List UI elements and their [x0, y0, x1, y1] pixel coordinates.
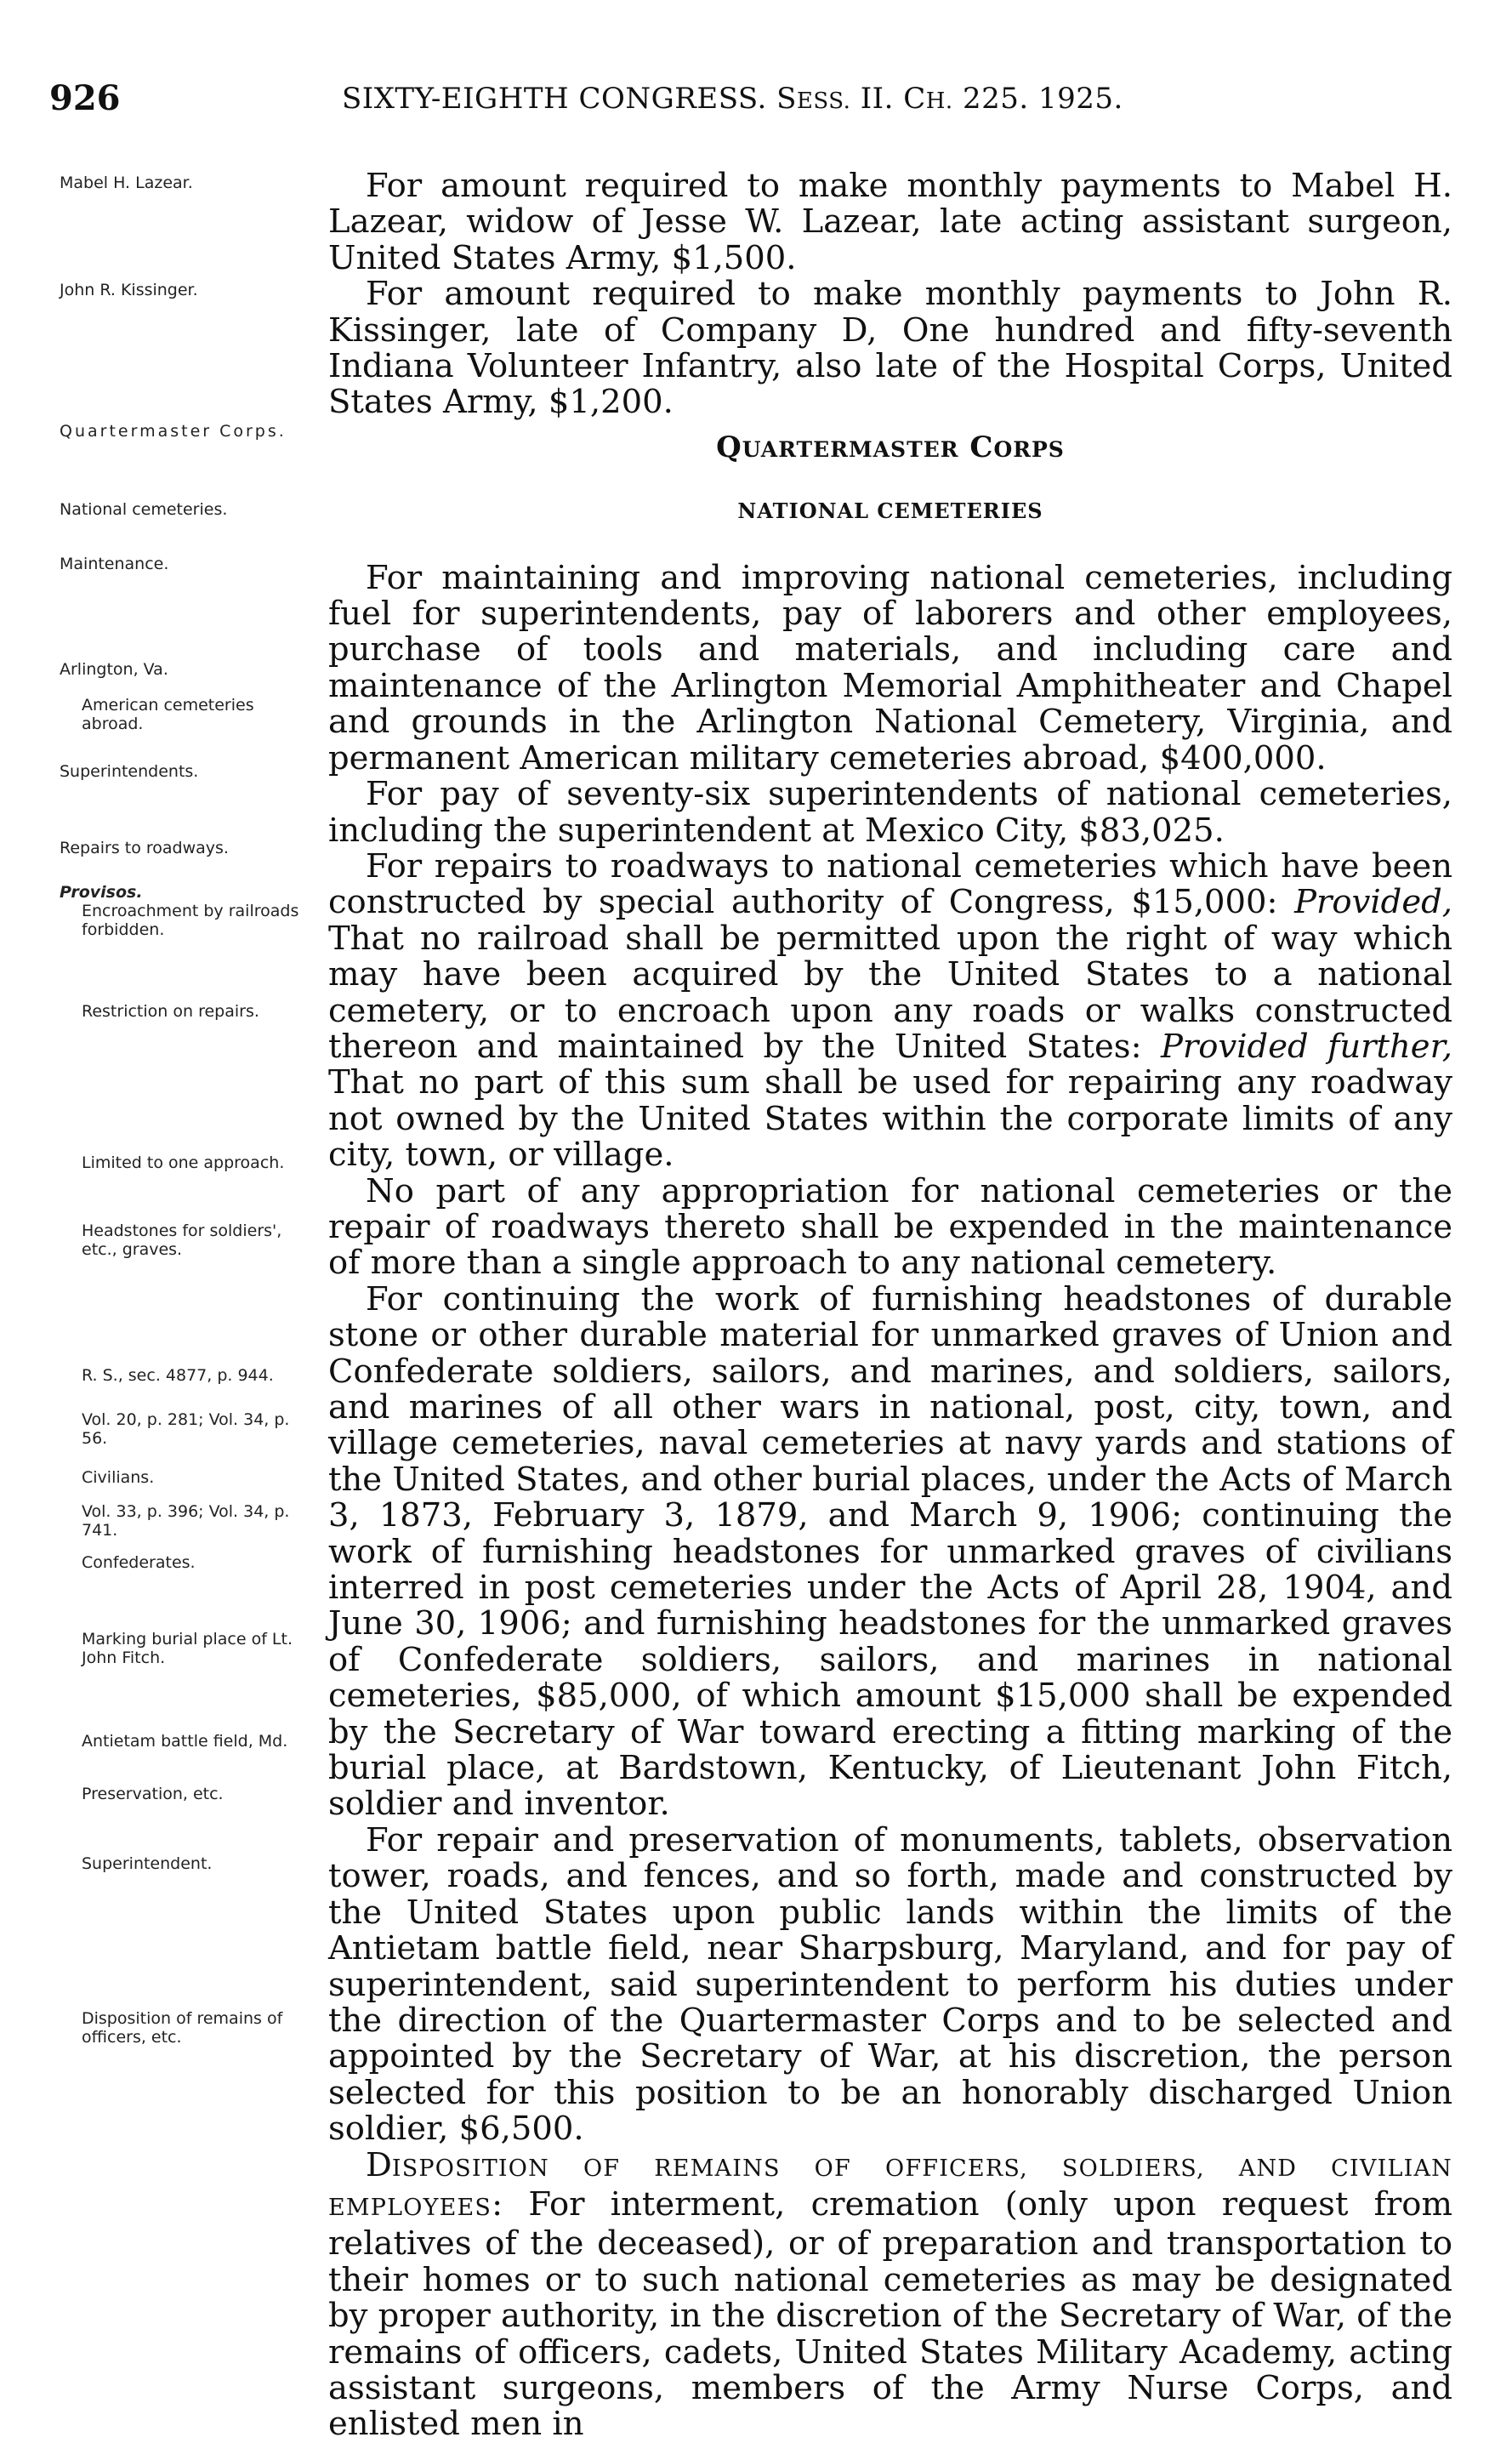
disposition-heading: ISPOSITION OF REMAINS OF OFFICERS, SOLDIERS, AND CIVILIAN EMPLOYEES — [328, 2155, 1452, 2221]
paragraph-superintendents: For pay of seventy-six superintendents of national cemeteries, including the superintendent at Mexico City, $83,025. — [328, 775, 1452, 850]
margin-note: Preservation, etc. — [82, 1785, 224, 1803]
margin-note: Antietam battle field, Md. — [82, 1732, 288, 1751]
margin-note: Confederates. — [82, 1553, 196, 1572]
margin-note: American cemeteries abroad. — [82, 696, 254, 733]
running-head-ch-initial: C — [903, 82, 926, 116]
margin-note: Mabel H. Lazear. — [60, 174, 193, 192]
paragraph-headstones: For continuing the work of furnishing headstones of durable stone or other durable material for unmarked graves of Union and Confederate soldiers, sailors, and marines, and soldiers, sailors, and marines of all other wars in national, post, city, town, and village cemeteries, naval cemeteries at navy yards and stations of the United States, and other burial places, under the Acts of March 3, 1873, February 3, 1879, and March 9, 1906; continuing the work of furnishing headstones for unmarked graves of civilians interred in post cemeteries under the Acts of April 28, 1904, and June 30, 1906; and furnishing headstones for the unmarked graves of Confederate soldiers, sailors, and marines in national cemeteries, $85,000, of which amount $15,000 shall be expended by the Secretary of War toward erecting a fitting marking of the burial place, at Bardstown, Kentucky, of Lieutenant John Fitch, soldier and inventor. — [328, 1279, 1452, 1824]
body-text — [328, 168, 1452, 2443]
margin-note: R. S., sec. 4877, p. 944. — [82, 1366, 274, 1385]
heading-quartermaster-corps: QUARTERMASTER CORPS — [716, 430, 1065, 464]
paragraph-antietam: For repair and preservation of monuments, tablets, observation tower, roads, and fences, and so forth, made and constructed by the United States upon public lands within the limits of the Antietam battle field, near Sharpsburg, Maryland, and for pay of superintendent, said superintendent to perform his duties under the direction of the Quartermaster Corps and to be selected and appointed by the Secretary of War, at his discretion, the person selected for this position to be an honorably discharged Union soldier, $6,500. — [328, 1820, 1452, 2149]
margin-note: Restriction on repairs. — [82, 1002, 259, 1021]
margin-note: Repairs to roadways. — [60, 839, 229, 857]
margin-note: Limited to one approach. — [82, 1153, 285, 1172]
page-header — [49, 78, 1461, 129]
margin-note: Marking burial place of Lt. John Fitch. — [82, 1630, 293, 1667]
running-head — [342, 82, 1123, 116]
margin-note: Vol. 33, p. 396; Vol. 34, p. 741. — [82, 1502, 290, 1540]
running-head-ch-rest: H. — [925, 88, 953, 114]
paragraph-maintenance: For maintaining and improving national cemeteries, including fuel for superintendents, pay of laborers and other employees, purchase of tools and materials, and including care and maintenance of the Arlington Memorial Amphitheater and Chapel and grounds in the Arlington National Cemetery, Virginia, and permanent American military cemeteries abroad, $400,000. — [328, 558, 1452, 777]
paragraph-kissinger: For amount required to make monthly payments to John R. Kissinger, late of Company D, One hundred and fifty-seventh Indiana Volunteer Infantry, also late of the Hospital Corps, United States Army, $1,200. — [328, 275, 1452, 422]
margin-note: Superintendents. — [60, 762, 199, 781]
heading-national-cemeteries: NATIONAL CEMETERIES — [737, 498, 1043, 524]
paragraph-disposition: DISPOSITION OF REMAINS OF OFFICERS, SOLDIERS, AND CIVILIAN EMPLOYEES: For interment, cremation (only upon request from relatives of the deceased), or of preparation and transportation to their homes or to such national cemeteries as may be designated by proper authority, in the discretion of the Secretary of War, of the remains of officers, cadets, United States Military Academy, acting assistant surgeons, members of the Army Nurse Corps, and enlisted men in — [328, 2145, 1452, 2443]
margin-note: Quartermaster Corps. — [60, 422, 287, 441]
paragraph-single-approach: No part of any appropriation for national cemeteries or the repair of roadways thereto shall be expended in the maintenance of more than a single approach to any national cemetery. — [328, 1171, 1452, 1283]
proviso-provided-further: Provided further, — [1161, 1027, 1452, 1066]
running-head-chapter: 225. — [962, 82, 1029, 116]
paragraph-lazear: For amount required to make monthly payments to Mabel H. Lazear, widow of Jesse W. Lazear, late acting assistant surgeon, United States Army, $1,500. — [328, 167, 1452, 277]
margin-note: National cemeteries. — [60, 500, 228, 519]
running-head-sess-number: II. — [860, 82, 894, 116]
running-head-sess-initial: S — [776, 82, 797, 116]
margin-note-provisos: Provisos. — [60, 883, 143, 902]
margin-note: Encroachment by railroads forbidden. — [82, 902, 299, 939]
running-head-year: 1925. — [1038, 82, 1123, 116]
paragraph-repairs: For repairs to roadways to national cemeteries which have been constructed by special authority of Congress, $15,000: Provided, That no railroad shall be permitted upon the right of way which may have been acquired by the United States to a national cemetery, or to encroach upon any roads or walks constructed thereon and maintained by the United States: Provided further, That no part of this sum shall be used for repairing any roadway not owned by the United States within the corporate limits of any city, town, or village. — [328, 846, 1452, 1175]
margin-note: Vol. 20, p. 281; Vol. 34, p. 56. — [82, 1410, 290, 1448]
running-head-sess-rest: ESS. — [796, 88, 851, 114]
margin-note: Maintenance. — [60, 555, 169, 573]
margin-note: John R. Kissinger. — [60, 281, 198, 299]
margin-note: Superintendent. — [82, 1854, 213, 1873]
running-head-congress: SIXTY-EIGHTH CONGRESS. — [342, 82, 767, 116]
page-number: 926 — [49, 78, 121, 118]
margin-note: Headstones for soldiers', etc., graves. — [82, 1222, 282, 1259]
margin-note: Civilians. — [82, 1468, 155, 1487]
margin-note: Disposition of remains of officers, etc. — [82, 2009, 283, 2047]
proviso-provided: Provided, — [1294, 883, 1452, 922]
margin-note: Arlington, Va. — [60, 660, 168, 679]
